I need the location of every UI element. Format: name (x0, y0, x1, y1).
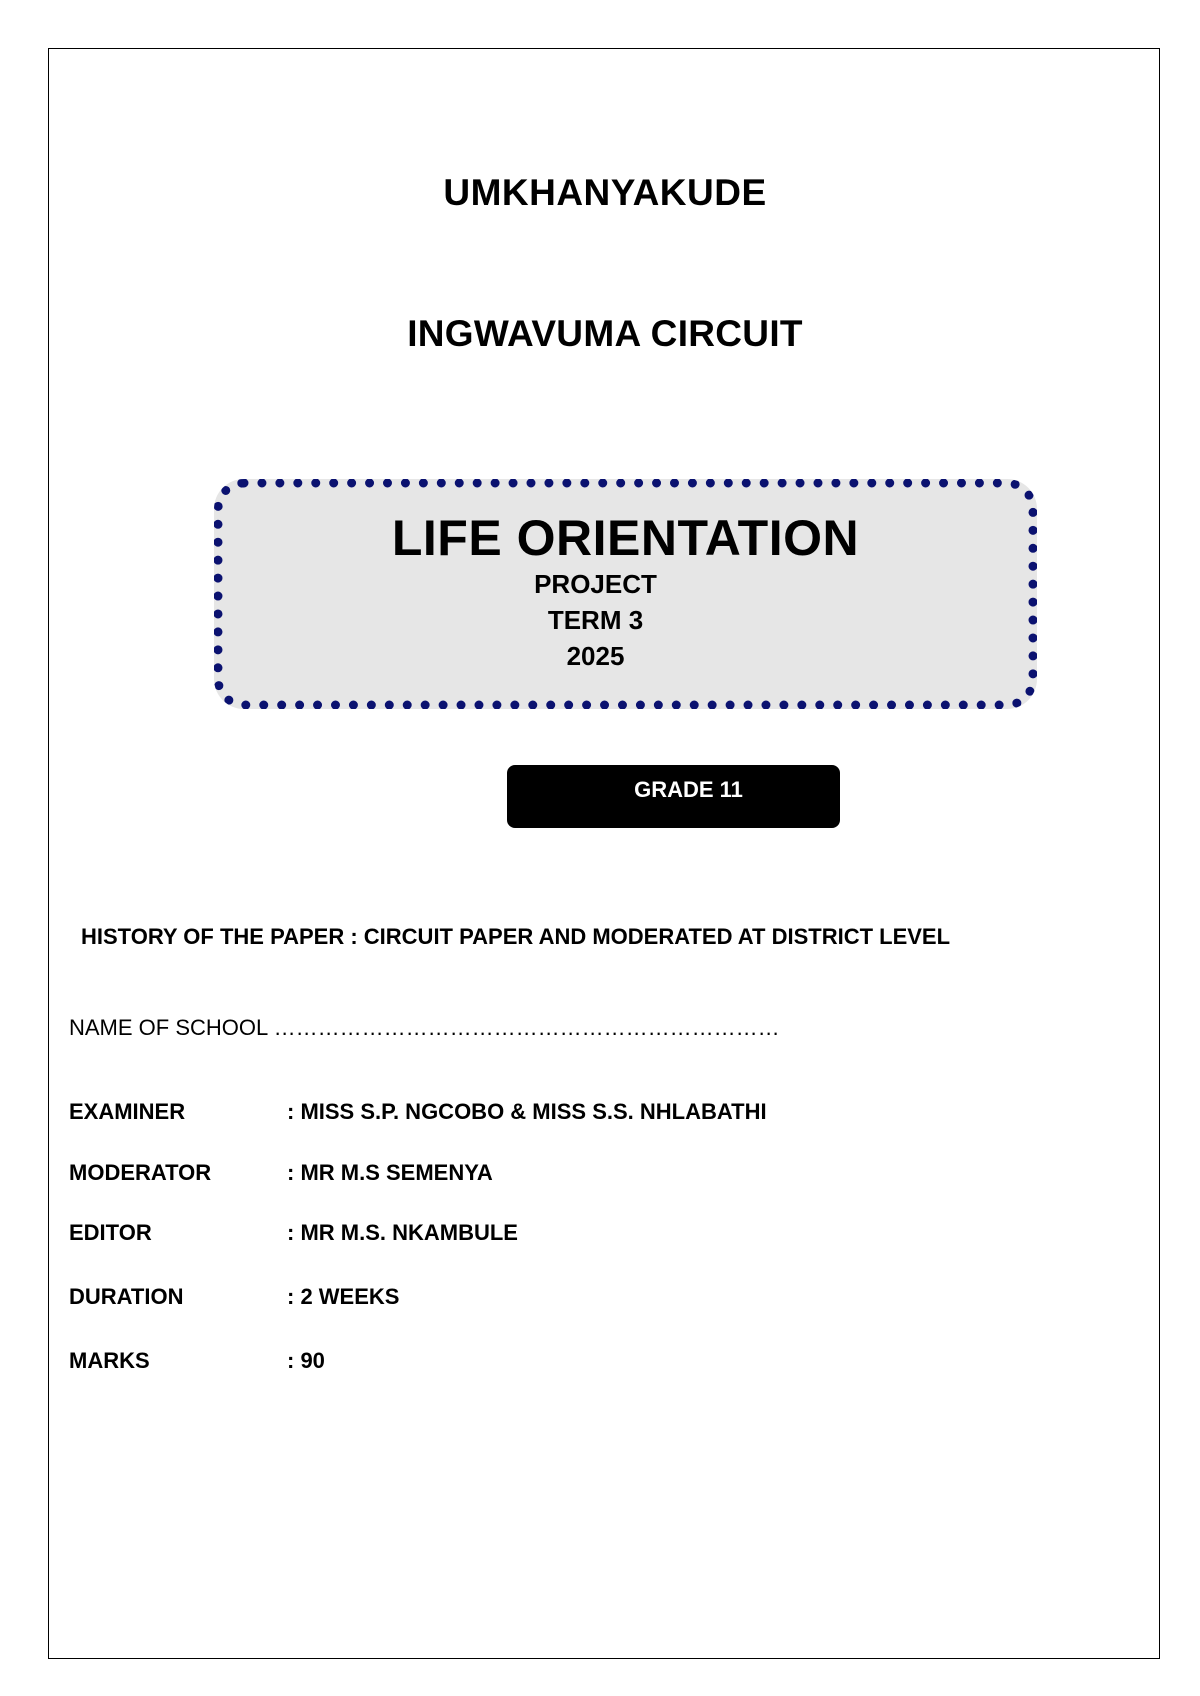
moderator-label: MODERATOR (69, 1160, 212, 1185)
school-blank: …………………………………………………………… (273, 1015, 780, 1040)
school-name-line (69, 1013, 780, 1043)
school-label: NAME OF SCHOOL (69, 1015, 268, 1040)
circuit-title: INGWAVUMA CIRCUIT (407, 313, 803, 354)
moderator-value: : MR M.S SEMENYA (287, 1160, 493, 1185)
subject-year: 2025 (566, 641, 625, 671)
subject-title: LIFE ORIENTATION (391, 510, 860, 566)
editor-label: EDITOR (69, 1220, 152, 1245)
duration-value: : 2 WEEKS (287, 1284, 400, 1309)
duration-row (69, 1282, 399, 1312)
grade-badge: GRADE 11 (507, 765, 840, 828)
moderator-row (69, 1158, 493, 1188)
examiner-row (69, 1097, 767, 1127)
marks-value: : 90 (287, 1348, 325, 1373)
paper-history: HISTORY OF THE PAPER : CIRCUIT PAPER AND MODERATED AT DISTRICT LEVEL (81, 924, 951, 949)
examiner-value: : MISS S.P. NGCOBO & MISS S.S. NHLABATHI (287, 1099, 767, 1124)
duration-label: DURATION (69, 1284, 184, 1309)
subject-type: PROJECT (534, 569, 657, 599)
page-border (48, 48, 1160, 1659)
editor-row (69, 1218, 518, 1248)
district-title: UMKHANYAKUDE (443, 172, 767, 213)
editor-value: : MR M.S. NKAMBULE (287, 1220, 518, 1245)
marks-label: MARKS (69, 1348, 150, 1373)
subject-box (214, 479, 1037, 709)
marks-row (69, 1346, 325, 1376)
examiner-label: EXAMINER (69, 1099, 186, 1124)
subject-term: TERM 3 (547, 605, 644, 635)
